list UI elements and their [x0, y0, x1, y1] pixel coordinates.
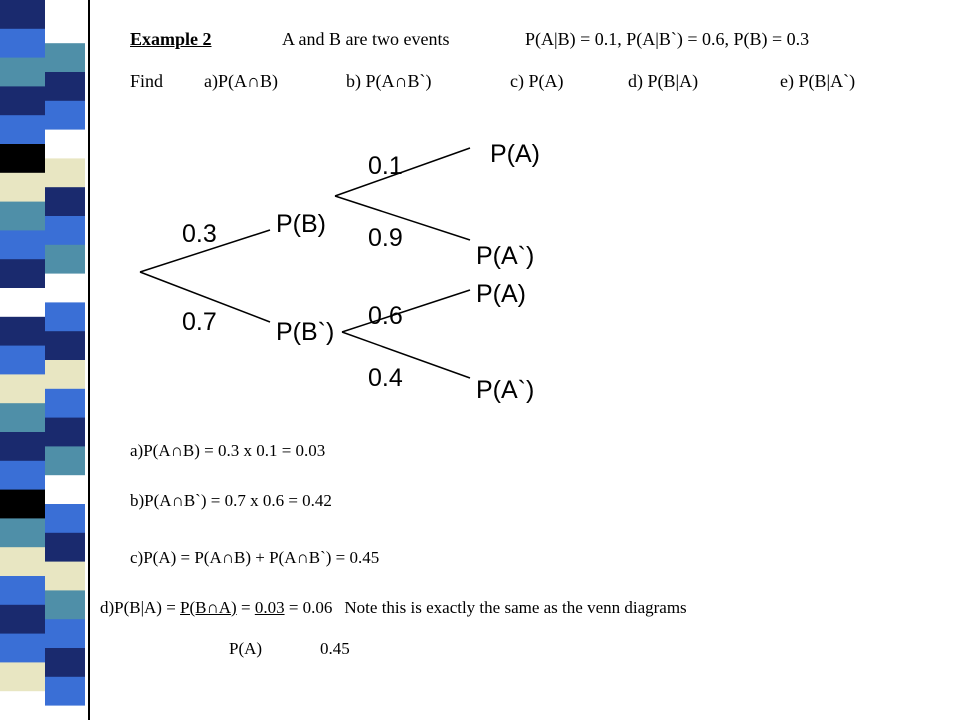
answer-d-denominator-expr: P(A) [229, 639, 263, 658]
answer-c: c)P(A) = P(A∩B) + P(A∩B`) = 0.45 [130, 548, 380, 567]
branch-value-b-to-a: 0.1 [368, 152, 403, 180]
answer-a: a)P(A∩B) = 0.3 x 0.1 = 0.03 [130, 441, 326, 460]
find-e: e) P(B|A`) [780, 71, 856, 91]
answer-d-note: Note this is exactly the same as the venn diagrams [344, 598, 687, 617]
problem-statement: A and B are two events [282, 29, 450, 49]
find-b: b) P(A∩B`) [346, 71, 432, 91]
answer-b: b)P(A∩B`) = 0.7 x 0.6 = 0.42 [130, 491, 332, 510]
branch-value-bc-to-a-complement: 0.4 [368, 364, 403, 392]
branch-value-b-complement: 0.7 [182, 308, 217, 336]
answer-d-prefix: d)P(B|A) = [100, 598, 181, 617]
leaf-p-a-complement-bottom: P(A`) [476, 376, 535, 404]
node-p-b-complement: P(B`) [276, 318, 335, 346]
branch-value-b-to-a-complement: 0.9 [368, 224, 403, 252]
node-p-b: P(B) [276, 210, 326, 238]
answer-d [100, 599, 687, 616]
answer-d-result: = 0.06 [284, 598, 333, 617]
find-label: Find [130, 71, 164, 91]
leaf-p-a-top: P(A) [490, 140, 540, 168]
answer-d-numerator-expr: P(B∩A) [180, 598, 237, 617]
branch-value-bc-to-a: 0.6 [368, 302, 403, 330]
leaf-p-a-complement-top: P(A`) [476, 242, 535, 270]
find-d: d) P(B|A) [628, 71, 699, 91]
example-label: Example 2 [130, 29, 212, 49]
find-a: a)P(A∩B) [204, 71, 278, 91]
given-probabilities: P(A|B) = 0.1, P(A|B`) = 0.6, P(B) = 0.3 [525, 29, 810, 49]
answer-d-equals: = [236, 598, 255, 617]
answer-d-denominator-value: 0.45 [320, 639, 350, 658]
leaf-p-a-bottom: P(A) [476, 280, 526, 308]
branch-value-b: 0.3 [182, 220, 217, 248]
find-c: c) P(A) [510, 71, 564, 91]
answer-d-numerator-value: 0.03 [254, 598, 285, 617]
